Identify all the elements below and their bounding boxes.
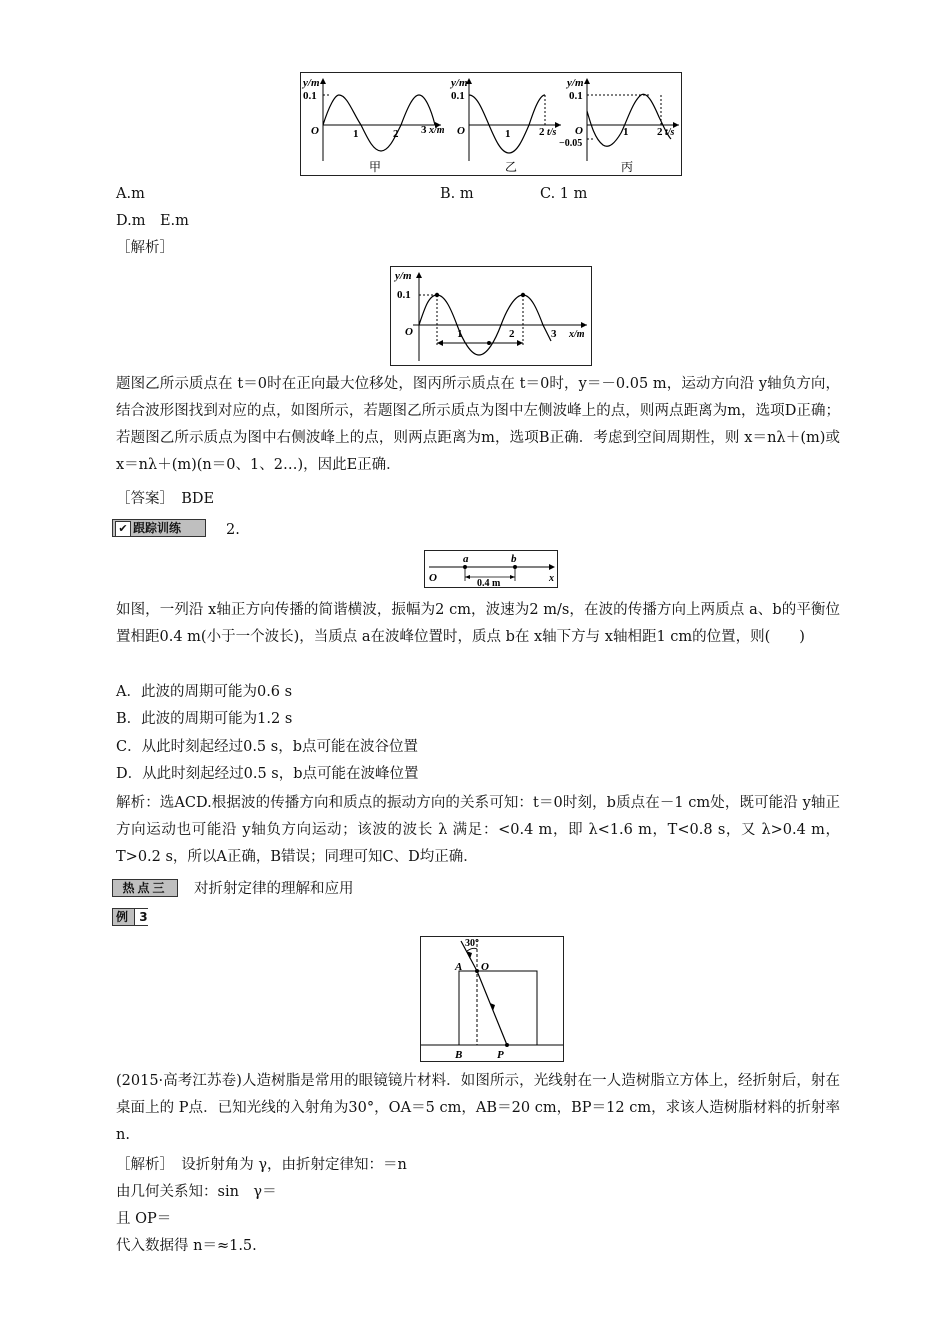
tick-x: 2 <box>657 126 663 138</box>
wave-graphs-figure <box>300 72 682 176</box>
solution-line-1: ［解析］ 设折射角为 γ，由折射定律知：＝n <box>116 1157 407 1173</box>
panel-caption: 甲 <box>369 160 382 174</box>
wave-solution-svg <box>391 267 591 365</box>
origin-label: O <box>311 125 319 137</box>
y-axis-label: y/m <box>303 77 320 89</box>
panel-jia <box>301 77 445 174</box>
point-b-label: B <box>455 1049 463 1061</box>
wave-solution-figure <box>390 266 592 366</box>
point-p-label: P <box>497 1049 504 1061</box>
choice-b: B．此波的周期可能为1.2 s <box>116 711 293 727</box>
option-c: C. 1 m <box>540 186 588 202</box>
origin-label: O <box>575 125 583 137</box>
origin-label: O <box>457 125 465 137</box>
origin-label: O <box>429 572 437 584</box>
panel-yi <box>449 77 561 174</box>
solution-line-2: 由几何关系知：sin γ＝ <box>116 1184 277 1200</box>
incident-angle-label: 30° <box>465 938 479 949</box>
example-paragraph: (2015·高考江苏卷)人造树脂是常用的眼镜镜片材料．如图所示，光线射在一人造树脂立方体上，经折射后，射在桌面上的 P点．已知光线的入射角为30°，OA＝5 cm，AB＝20 cm，BP＝12 cm，求该人造树脂材料的折射率 n. <box>116 1073 840 1143</box>
checkmark-icon: ✔ <box>115 521 131 537</box>
example-label: 例 <box>116 910 129 924</box>
question-paragraph: 如图，一列沿 x轴正方向传播的简谐横波，振幅为2 cm，波速为2 m/s，在波的传播方向上两质点 a、b的平衡位置相距0.4 m(小于一个波长)，当质点 a在波峰位置时，质点 b在 x轴下方与 x轴相距1 cm的位置，则( ) <box>116 602 840 645</box>
option-b: B. m <box>440 186 474 202</box>
refraction-svg <box>421 937 563 1061</box>
tick-y-negative: −0.05 <box>559 138 583 149</box>
point-o-label: O <box>481 961 489 973</box>
x-axis-label: x <box>549 573 554 584</box>
x-axis-label: x/m <box>569 329 585 340</box>
question-number: 2. <box>226 522 240 538</box>
point-b-label: b <box>511 553 517 565</box>
tick-x: 1 <box>505 128 511 140</box>
tick-x: 3 <box>551 328 557 340</box>
track-training-label: 跟踪训练 <box>133 521 182 535</box>
option-a: A.m <box>116 186 145 202</box>
x-axis-label: t/s <box>665 127 675 138</box>
option-d-e: D.m E.m <box>116 213 189 229</box>
analysis-paragraph-1: 题图乙所示质点在 t＝0时在正向最大位移处，图丙所示质点在 t＝0时，y＝－0.05 m，运动方向沿 y轴负方向，结合波形图找到对应的点，如图所示，若题图乙所示质点为图中左侧波峰上的点，则两点距离为m，选项D正确；若题图乙所示质点为图中右侧波峰上的点，则两点距离为m，选项B正确．考虑到空间周期性，则 x＝nλ＋(m)或 x＝nλ＋(m)(n＝0、1、2…)，因此E正确． <box>116 376 840 473</box>
y-axis-label: y/m <box>395 270 412 282</box>
wave-graphs-svg <box>301 73 681 175</box>
tick-x: 2 <box>393 128 399 140</box>
y-axis-label: y/m <box>451 77 468 89</box>
panel-bing <box>559 77 679 174</box>
example-number: 3 <box>134 909 151 925</box>
hot-topic-title: 对折射定律的理解和应用 <box>194 881 354 897</box>
hot-topic-badge: 热点三 <box>112 879 178 897</box>
panel-caption: 丙 <box>621 160 634 174</box>
tick-x: 1 <box>353 128 359 140</box>
track-training-badge <box>112 519 206 537</box>
tick-y: 0.1 <box>397 289 411 301</box>
point-a-label: A <box>455 961 463 973</box>
choice-d: D．从此时刻起经过0.5 s，b点可能在波峰位置 <box>116 766 419 782</box>
panel-caption: 乙 <box>505 160 518 174</box>
tick-x: 3 <box>421 124 427 136</box>
tick-y: 0.1 <box>451 90 465 102</box>
x-axis-label: t/s <box>547 127 557 138</box>
points-ab-figure <box>424 550 558 588</box>
solution-line-3: 且 OP＝ <box>116 1211 172 1227</box>
analysis-label: ［解析］ <box>116 240 174 256</box>
y-axis-label: y/m <box>567 77 584 89</box>
answer-line: ［答案］ BDE <box>116 491 215 507</box>
tick-x: 2 <box>509 328 515 340</box>
tick-x: 1 <box>457 328 463 340</box>
distance-label: 0.4 m <box>477 578 501 587</box>
tick-x: 2 <box>539 126 545 138</box>
example-badge <box>112 908 148 926</box>
choice-c: C．从此时刻起经过0.5 s，b点可能在波谷位置 <box>116 739 418 755</box>
points-ab-svg <box>425 551 557 587</box>
tick-y: 0.1 <box>303 90 317 102</box>
x-axis-label: x/m <box>429 125 445 136</box>
refraction-figure <box>420 936 564 1062</box>
choice-a: A．此波的周期可能为0.6 s <box>116 684 293 700</box>
point-a-label: a <box>463 553 469 565</box>
solution-line-4: 代入数据得 n＝≈1.5. <box>116 1238 257 1254</box>
origin-label: O <box>405 326 413 338</box>
tick-x: 1 <box>623 126 629 138</box>
analysis-paragraph-2: 解析：选ACD.根据波的传播方向和质点的振动方向的关系可知：t＝0时刻，b质点在－1 cm处，既可能沿 y轴正方向运动也可能沿 y轴负方向运动；该波的波长 λ 满足：<0.4 m，即 λ<1.6 m，T<0.8 s，又 λ>0.4 m，T>0.2 s，所以A正确，B错误；同理可知C、D均正确． <box>116 795 840 865</box>
tick-y: 0.1 <box>569 90 583 102</box>
